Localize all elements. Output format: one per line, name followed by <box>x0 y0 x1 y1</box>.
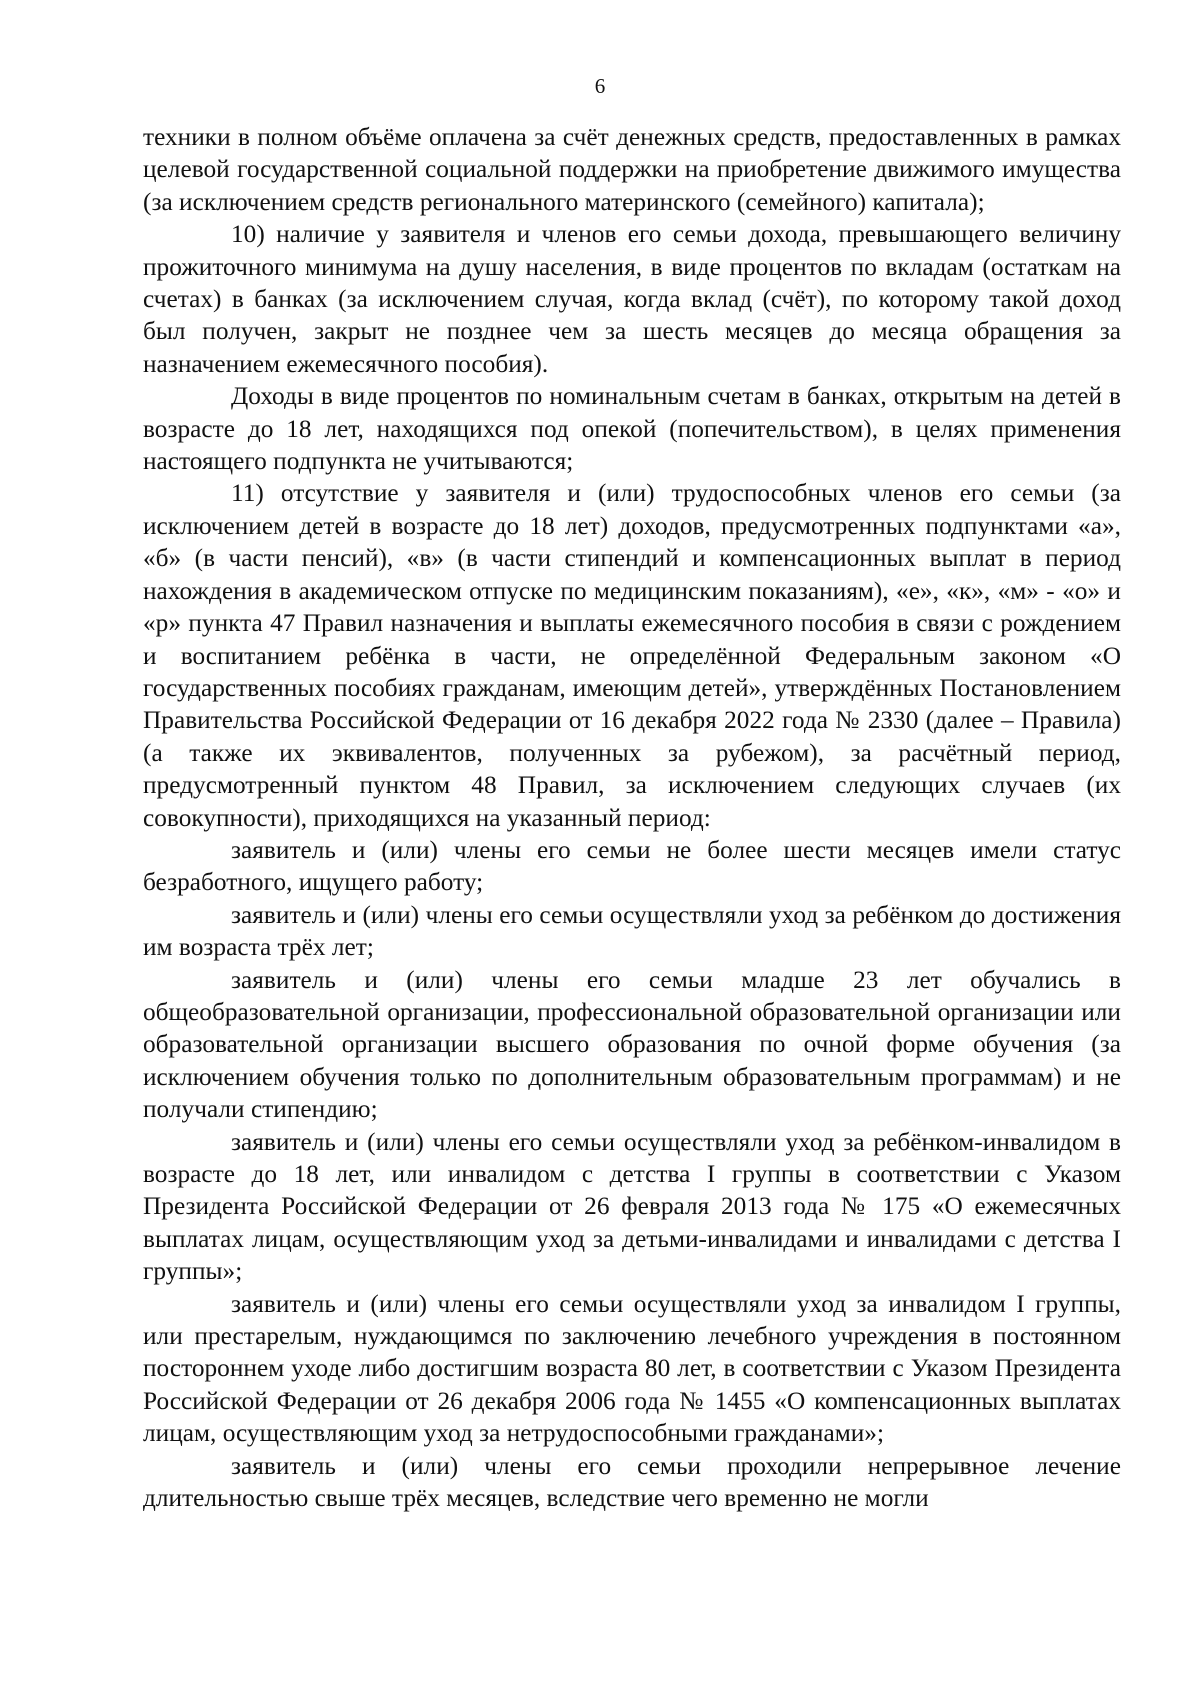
paragraph-exception-treatment: заявитель и (или) члены его семьи проходили непрерывное лечение длительностью свыше трёх месяцев, вследствие чего временно не могли <box>143 1451 1121 1513</box>
paragraph-exception-childcare: заявитель и (или) члены его семьи осуществляли уход за ребёнком до достижения им возраста трёх лет; <box>143 900 1121 962</box>
paragraph-exception-elderly-care: заявитель и (или) члены его семьи осуществляли уход за инвалидом I группы, или престарелым, нуждающимся по заключению лечебного учреждения в постоянном постороннем уходе либо достигшим возраста 80 лет, в соответствии с Указом Президента Российской Федерации от 26 декабря 2006 года № 1455 «О компенсационных выплатах лицам, осуществляющим уход за нетрудоспособными гражданами»; <box>143 1289 1121 1448</box>
paragraph-interest-income-note: Доходы в виде процентов по номинальным счетам в банках, открытым на детей в возрасте до 18 лет, находящихся под опекой (попечительством), в целях применения настоящего подпункта не учитываются; <box>143 382 1121 476</box>
paragraph-exception-disabled-child-care: заявитель и (или) члены его семьи осуществляли уход за ребёнком-инвалидом в возрасте до 18 лет, или инвалидом с детства I группы в соответствии с Указом Президента Российской Федерации от 26 февраля 2013 года № 175 «О ежемесячных выплатах лицам, осуществляющим уход за детьми-инвалидами и инвалидами с детства I группы»; <box>143 1127 1121 1286</box>
document-body <box>143 121 1121 1514</box>
paragraph-exception-students: заявитель и (или) члены его семьи младше 23 лет обучались в общеобразовательной организации, профессиональной образовательной организации или образовательной организации высшего образования по очной форме обучения (за исключением обучения только по дополнительным образовательным программам) и не получали стипендию; <box>143 965 1121 1124</box>
paragraph-item-11: 11) отсутствие у заявителя и (или) трудоспособных членов его семьи (за исключением детей в возрасте до 18 лет) доходов, предусмотренных подпунктами «а», «б» (в части пенсий), «в» (в части стипендий и компенсационных выплат в период нахождения в академическом отпуске по медицинским показаниям), «е», «к», «м» - «о» и «р» пункта 47 Правил назначения и выплаты ежемесячного пособия в связи с рождением и воспитанием ребёнка в части, не определённой Федеральным законом «О государственных пособиях гражданам, имеющим детей», утверждённых Постановлением Правительства Российской Федерации от 16 декабря 2022 года № 2330 (далее – Правила) (а также их эквивалентов, полученных за рубежом), за расчётный период, предусмотренный пунктом 48 Правил, за исключением следующих случаев (их совокупности), приходящихся на указанный период: <box>143 479 1121 832</box>
paragraph-exception-unemployed: заявитель и (или) члены его семьи не более шести месяцев имели статус безработного, ищущего работу; <box>143 835 1121 897</box>
paragraph-item-10: 10) наличие у заявителя и членов его семьи дохода, превышающего величину прожиточного минимума на душу населения, в виде процентов по вкладам (остаткам на счетах) в банках (за исключением случая, когда вклад (счёт), по которому такой доход был получен, закрыт не позднее чем за шесть месяцев до месяца обращения за назначением ежемесячного пособия). <box>143 220 1121 378</box>
page-number: 6 <box>594 74 606 98</box>
paragraph-continuation: техники в полном объёме оплачена за счёт денежных средств, предоставленных в рамках целевой государственной социальной поддержки на приобретение движимого имущества (за исключением средств регионального материнского (семейного) капитала); <box>143 123 1121 216</box>
